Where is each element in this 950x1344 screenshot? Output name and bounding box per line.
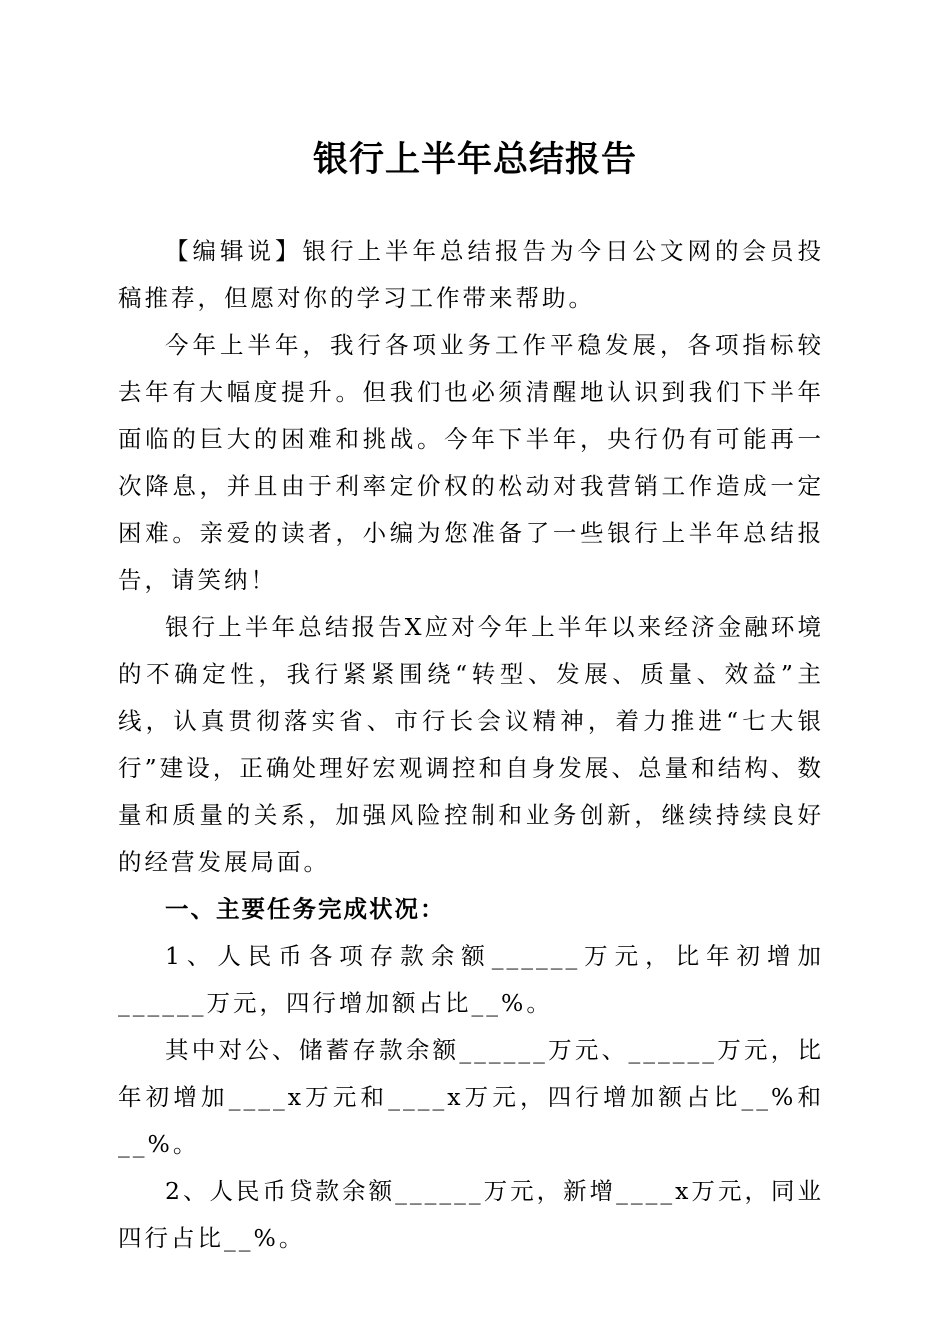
document-title: 银行上半年总结报告 (312, 139, 637, 180)
loan-item-paragraph: 2、人民币贷款余额______万元，新增____x万元，同业四行占比__%。 (118, 1177, 824, 1252)
summary-paragraph: 银行上半年总结报告X应对今年上半年以来经济金融环境的不确定性，我行紧紧围绕“转型、发展、质量、效益”主线，认真贯彻落实省、市行长会议精神，着力推进“七大银行”建设，正确处理好宏观调控和自身发展、总量和结构、数量和质量的关系，加强风险控制和业务创新，继续持续良好的经营发展局面。 (118, 613, 824, 876)
intro-paragraph: 今年上半年，我行各项业务工作平稳发展，各项指标较去年有大幅度提升。但我们也必须清醒地认识到我们下半年面临的巨大的困难和挑战。今年下半年，央行仍有可能再一次降息，并且由于利率定价权的松动对我营销工作造成一定困难。亲爱的读者，小编为您准备了一些银行上半年总结报告，请笑纳！ (118, 331, 824, 594)
deposit-item-paragraph: 1、人民币各项存款余额______万元，比年初增加______万元，四行增加额占比__%。 (118, 942, 824, 1017)
section-heading: 一、主要任务完成状况： (165, 895, 446, 923)
document-body (118, 228, 824, 1262)
editor-note-paragraph: 【编辑说】银行上半年总结报告为今日公文网的会员投稿推荐，但愿对你的学习工作带来帮助。 (118, 237, 824, 312)
deposit-breakdown-paragraph: 其中对公、储蓄存款余额______万元、______万元，比年初增加____x万元和____x万元，四行增加额占比__%和__%。 (118, 1036, 824, 1158)
